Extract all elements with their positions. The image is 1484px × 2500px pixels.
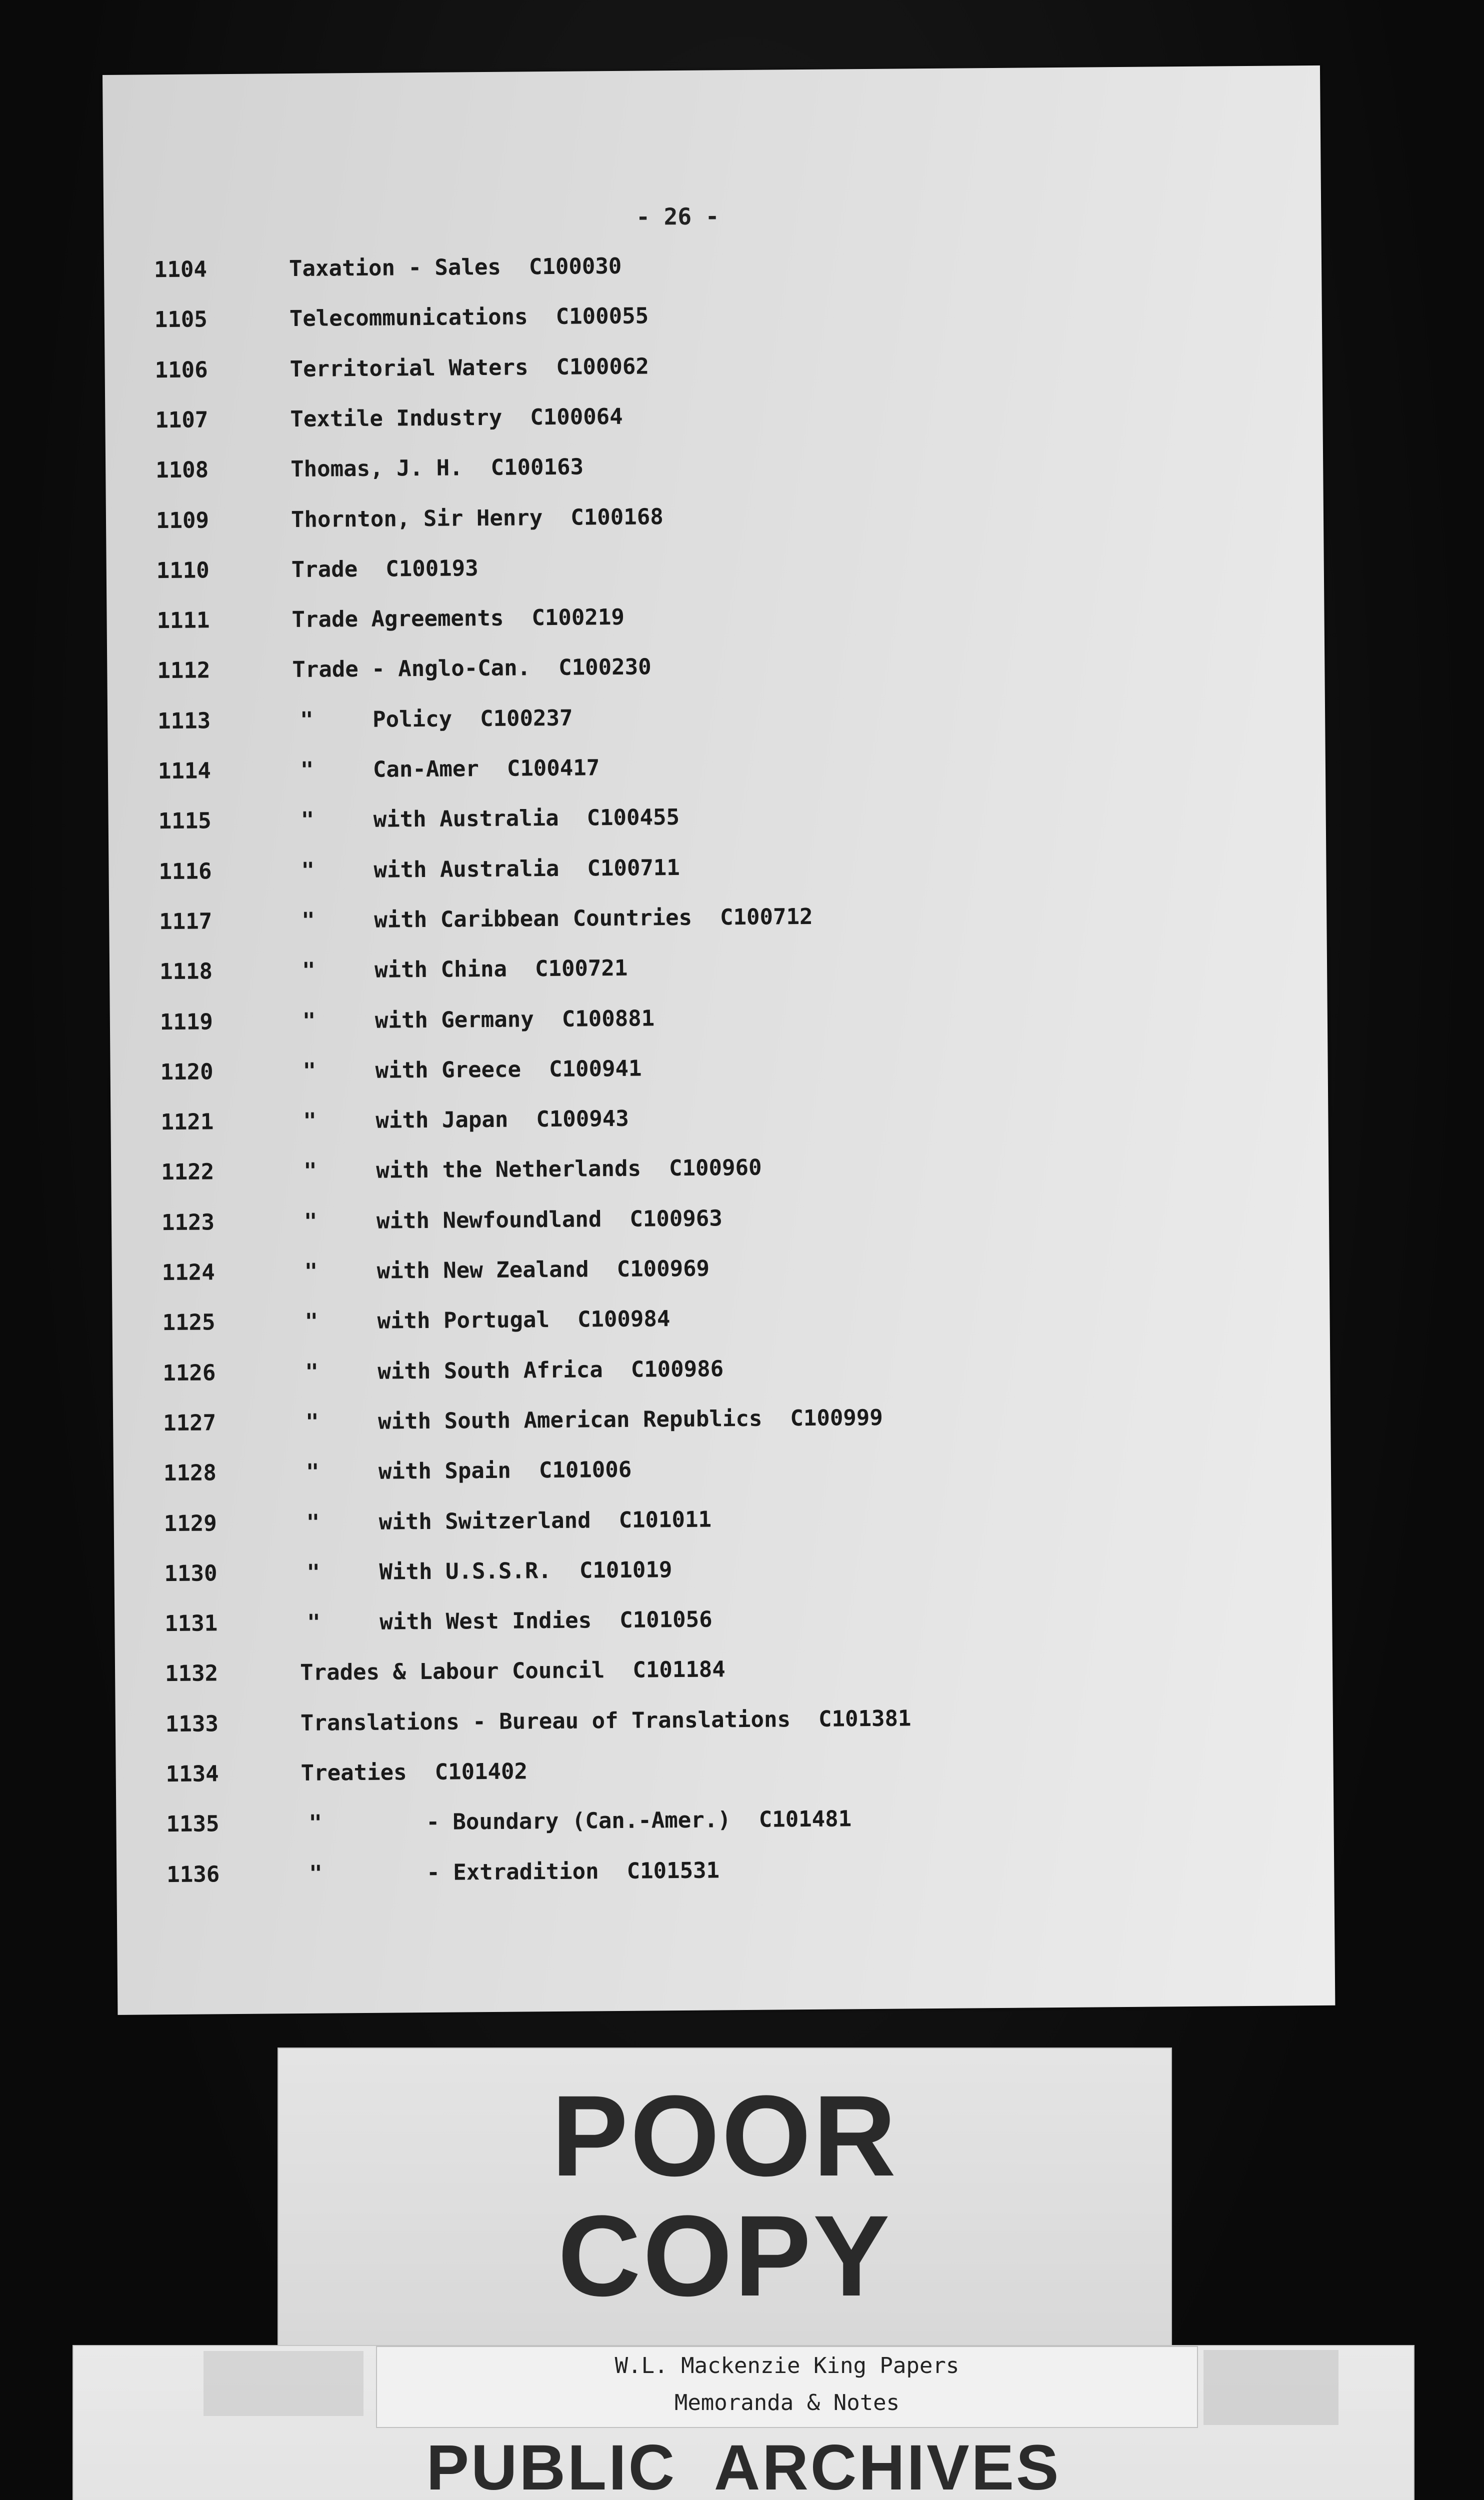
entry-subject-text: Trades & Labour Council: [300, 1658, 605, 1686]
entry-subject-text: With U.S.S.R.: [379, 1558, 552, 1585]
entry-subject-text: Taxation - Sales: [288, 254, 502, 282]
entry-subject-text: Thornton, Sir Henry: [290, 504, 543, 532]
entry-code: C100230: [558, 654, 652, 681]
entry-subject-text: with South American Republics: [378, 1406, 762, 1434]
entry-code: C101006: [538, 1456, 632, 1484]
entry-number: 1107: [155, 407, 208, 434]
entry-row: [111, 1155, 762, 1205]
entry-subject-text: Telecommunications: [289, 304, 528, 332]
entry-subject-text: with China: [374, 956, 508, 983]
entry-subject: [375, 1056, 642, 1083]
archives-card: [72, 2345, 1414, 2500]
entry-code: C100030: [528, 253, 622, 280]
ditto-mark: ": [303, 1108, 317, 1134]
entry-number: 1128: [163, 1460, 217, 1486]
entry-code: C100999: [790, 1404, 883, 1432]
ditto-mark: ": [305, 1409, 319, 1435]
entry-number: 1111: [156, 608, 210, 634]
entry-code: C101531: [626, 1858, 720, 1884]
entry-number: 1125: [162, 1310, 216, 1336]
document-page: [102, 66, 1335, 2015]
entry-code: C100943: [536, 1106, 629, 1132]
entry-subject: [292, 604, 624, 632]
entry-row: [104, 354, 650, 403]
entry-subject-text: with South Africa: [378, 1356, 603, 1384]
entry-subject-text: Treaties: [300, 1760, 407, 1786]
ditto-mark: ": [304, 1158, 317, 1184]
entry-subject-text: with the Netherlands: [376, 1156, 642, 1184]
entry-subject: [290, 404, 623, 432]
entry-number: 1110: [156, 558, 210, 584]
entry-row: [104, 303, 649, 352]
entry-number: 1121: [160, 1109, 214, 1136]
entry-code: C100064: [530, 404, 623, 430]
entry-code: C101184: [632, 1656, 726, 1684]
poor-copy-line-2: COPY: [558, 2192, 892, 2320]
entry-code: C100163: [490, 454, 584, 481]
entry-subject: [292, 556, 478, 582]
entry-number: 1131: [164, 1610, 218, 1637]
entry-row: [110, 1106, 629, 1155]
entry-subject: [377, 1306, 670, 1334]
entry-number: 1127: [162, 1410, 216, 1436]
entry-subject-text: Translations - Bureau of Translations: [300, 1706, 791, 1736]
tape-right: [1204, 2350, 1338, 2425]
entry-subject: [378, 1457, 632, 1484]
ditto-mark: ": [300, 707, 314, 733]
ditto-mark: ": [308, 1810, 322, 1836]
entry-row: [105, 404, 623, 453]
entry-code: C100711: [587, 854, 680, 882]
ditto-mark: ": [300, 757, 314, 783]
entry-subject: [379, 1506, 712, 1534]
entry-number: 1108: [156, 457, 209, 484]
entry-subject: [376, 1155, 762, 1184]
entry-subject-text: - Boundary (Can.-Amer.): [426, 1807, 731, 1836]
entry-subject: [380, 1607, 712, 1635]
entry-row: [108, 804, 680, 854]
entry-code: C100055: [556, 303, 649, 330]
entry-number: 1117: [159, 908, 212, 935]
ditto-mark: ": [304, 1308, 318, 1335]
entry-number: 1129: [164, 1510, 217, 1536]
entry-row: [107, 654, 652, 704]
entry-subject: [291, 504, 664, 532]
entry-subject: [374, 956, 628, 983]
entry-subject: [300, 1657, 726, 1686]
entry-number: 1118: [159, 958, 213, 985]
entry-code: C100219: [532, 604, 625, 631]
entry-row: [109, 904, 813, 954]
entry-code: C100712: [720, 904, 813, 930]
entry-subject-text: - Extradition: [426, 1858, 599, 1886]
entry-subject: [374, 804, 680, 832]
entry-subject-text: with Germany: [374, 1006, 534, 1034]
entry-number: 1132: [164, 1660, 218, 1687]
ditto-mark: ": [302, 1058, 316, 1084]
entry-number: 1120: [160, 1059, 214, 1085]
collection-name: W.L. Mackenzie King Papers: [614, 2353, 960, 2378]
entry-row: [106, 555, 478, 604]
entry-subject: [292, 654, 652, 683]
entry-subject: [376, 1106, 629, 1134]
entry-number: 1113: [157, 708, 211, 734]
entry-number: 1105: [154, 306, 208, 333]
entry-code: C101481: [758, 1806, 852, 1833]
entry-row: [116, 1858, 720, 1907]
entry-subject: [374, 904, 813, 933]
poor-copy-card: [278, 2048, 1172, 2347]
entry-number: 1124: [162, 1260, 215, 1286]
entry-subject-text: with Newfoundland: [376, 1206, 602, 1234]
entry-code: C100941: [548, 1056, 642, 1082]
entry-subject-text: with Portugal: [377, 1307, 550, 1334]
entry-subject-text: with Australia: [374, 856, 560, 883]
entry-number: 1135: [166, 1811, 220, 1838]
entry-subject-text: Policy: [372, 706, 452, 732]
entry-number: 1115: [158, 808, 212, 834]
entry-subject-text: Trade: [291, 556, 358, 582]
entry-number: 1116: [158, 858, 212, 884]
entry-subject-text: Trade - Anglo-Can.: [292, 655, 531, 683]
entry-code: C100984: [577, 1306, 670, 1332]
entry-code: C101056: [619, 1606, 712, 1634]
ditto-mark: ": [309, 1860, 322, 1886]
entry-code: C100721: [534, 955, 628, 982]
entry-subject-text: with Japan: [376, 1106, 508, 1134]
entry-subject-text: with West Indies: [380, 1608, 592, 1635]
ditto-mark: ": [304, 1208, 318, 1234]
entry-code: C101402: [434, 1758, 528, 1785]
entry-subject-text: with Switzerland: [378, 1507, 591, 1535]
entry-subject-text: with Spain: [378, 1458, 512, 1484]
entry-subject-text: with Greece: [375, 1056, 522, 1084]
ditto-mark: ": [304, 1258, 318, 1284]
entry-subject-text: with New Zealand: [376, 1256, 589, 1284]
entry-subject-text: with Caribbean Countries: [374, 904, 692, 933]
series-name: Memoranda & Notes: [674, 2390, 900, 2416]
entry-subject: [300, 1758, 528, 1786]
entry-number: 1134: [166, 1761, 219, 1788]
entry-row: [112, 1356, 724, 1406]
ditto-mark: ": [300, 808, 314, 834]
ditto-mark: ": [306, 1560, 320, 1586]
entry-subject: [375, 1006, 655, 1033]
entry-row: [106, 604, 625, 654]
entry-number: 1112: [157, 658, 210, 684]
entry-code: C100963: [630, 1206, 722, 1232]
entry-code: C100062: [556, 354, 650, 380]
entry-code: C100168: [570, 504, 664, 530]
ditto-mark: ": [306, 1510, 320, 1536]
entry-subject: [377, 1256, 710, 1284]
entry-subject-text: Thomas, J. H.: [290, 455, 463, 482]
entry-subject-text: Textile Industry: [290, 404, 502, 432]
entry-number: 1126: [162, 1360, 216, 1386]
entry-subject: [379, 1557, 672, 1585]
entry-number: 1123: [161, 1209, 215, 1236]
entry-code: C100986: [630, 1356, 724, 1382]
entry-code: C101381: [818, 1706, 912, 1732]
entry-number: 1136: [166, 1861, 220, 1888]
ditto-mark: ": [301, 858, 315, 884]
ditto-mark: ": [306, 1459, 320, 1486]
entry-number: 1133: [165, 1710, 219, 1737]
entry-code: C100960: [668, 1155, 762, 1182]
entry-number: 1119: [160, 1008, 214, 1035]
entry-subject: [426, 1806, 852, 1836]
entry-row: [115, 1656, 726, 1706]
ditto-mark: ": [302, 958, 316, 984]
entry-subject-text: Territorial Waters: [290, 354, 528, 382]
poor-copy-line-1: POOR: [551, 2072, 898, 2200]
entry-number: 1106: [154, 356, 208, 383]
ditto-mark: ": [305, 1359, 319, 1385]
entry-number: 1114: [158, 758, 212, 784]
entry-code: C101019: [579, 1556, 672, 1584]
entry-subject: [378, 1356, 724, 1384]
entry-code: C100193: [386, 555, 478, 582]
entry-code: C100881: [562, 1005, 655, 1032]
entry-subject: [300, 1706, 912, 1736]
entry-subject: [290, 454, 584, 482]
entry-subject: [378, 1405, 883, 1434]
archives-english: PUBLIC ARCHIVES: [426, 2432, 1061, 2500]
entry-subject: [289, 254, 622, 282]
entry-code: C100237: [480, 705, 573, 732]
entry-subject: [376, 1206, 722, 1234]
entry-subject-text: Can-Amer: [372, 756, 480, 782]
entry-list: [102, 66, 1320, 1888]
entry-subject: [426, 1858, 720, 1886]
collection-label: [376, 2346, 1198, 2428]
entry-number: 1109: [156, 507, 210, 534]
entry-subject-text: Trade Agreements: [292, 605, 504, 633]
entry-code: C101011: [618, 1506, 712, 1533]
entry-subject-text: with Australia: [373, 806, 559, 833]
ditto-mark: ": [307, 1610, 321, 1636]
entry-code: C100969: [616, 1256, 710, 1282]
entry-subject: [290, 304, 649, 332]
page-number: - 26 -: [636, 202, 720, 230]
entry-subject: [374, 855, 680, 883]
entry-code: C100417: [506, 755, 600, 782]
entry-row: [113, 1404, 883, 1456]
entry-subject: [373, 755, 600, 782]
ditto-mark: ": [302, 908, 315, 934]
entry-row: [108, 854, 680, 904]
entry-subject: [290, 354, 649, 382]
entry-number: 1104: [154, 256, 208, 283]
entry-row: [114, 1606, 712, 1656]
entry-number: 1130: [164, 1560, 218, 1586]
ditto-mark: ": [302, 1008, 316, 1034]
tape-left: [204, 2351, 364, 2416]
entry-code: C100455: [586, 804, 680, 831]
entry-subject: [372, 705, 573, 732]
entry-number: 1122: [161, 1159, 214, 1186]
